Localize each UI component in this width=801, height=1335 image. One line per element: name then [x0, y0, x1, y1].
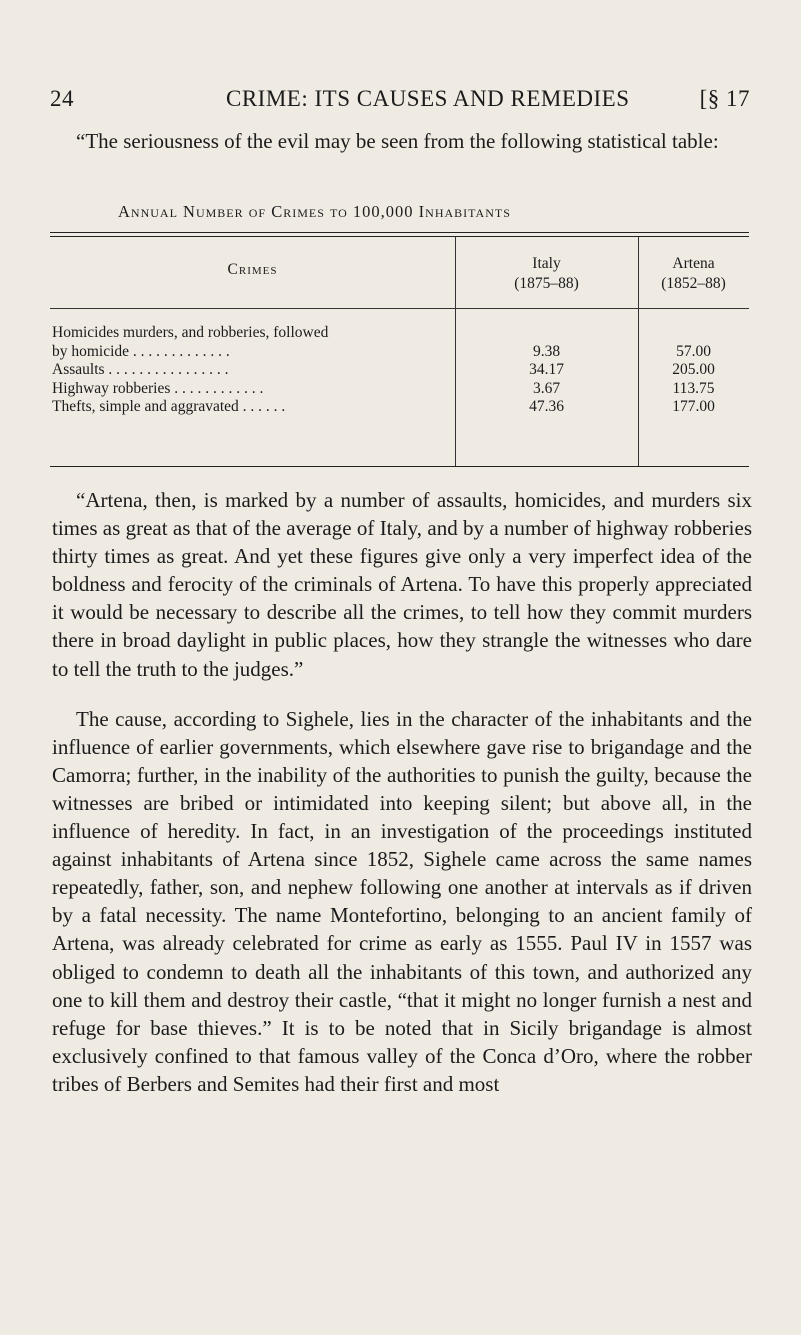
italy-value: 47.36: [529, 398, 564, 415]
table-row: [50, 361, 749, 380]
running-title: CRIME: ITS CAUSES AND REMEDIES: [226, 86, 630, 111]
table-row: [50, 343, 749, 362]
table-body: [50, 324, 749, 417]
section-marker: [§ 17: [699, 86, 750, 111]
artena-value: 57.00: [676, 342, 711, 360]
crime-statistics-table: [50, 232, 749, 468]
artena-value: 177.00: [672, 398, 715, 415]
italy-value: 3.67: [532, 379, 561, 397]
column-header-italy-years: (1875–88): [514, 275, 579, 292]
paragraph-quote: “Artena, then, is marked by a number of assaults, homicides, and murders six times as great as that of the average of Italy, and by a number of highway robberies thirty times as great. And yet these figures give only a very imperfect idea of the boldness and ferocity of the criminals of Artena. To have this properly appreciated it would be necessary to describe all the crimes, to tell how they commit murders there in broad daylight in public places, how they strangle the witnesses who dare to tell the truth to the judges.”: [52, 488, 752, 681]
artena-value: 113.75: [672, 379, 715, 397]
column-header-italy: [455, 254, 638, 294]
table-row: [50, 380, 749, 399]
column-header-artena-name: Artena: [672, 255, 715, 272]
intro-text: “The seriousness of the evil may be seen from the following statistical table:: [76, 129, 719, 153]
table-header-rule: [50, 308, 749, 309]
column-header-crimes: Crimes: [227, 261, 278, 278]
table-caption: Annual Number of Crimes to 100,000 Inhabitants: [118, 202, 511, 221]
table-top-rule-inner: [50, 236, 749, 237]
row-label: by homicide . . . . . . . . . . . . .: [52, 342, 230, 360]
row-label: Highway robberies . . . . . . . . . . . .: [52, 379, 264, 397]
table-bottom-rule: [50, 466, 749, 467]
italy-value: 34.17: [529, 361, 564, 378]
body-text: [52, 486, 752, 1098]
page-number: 24: [50, 86, 74, 111]
running-header: [50, 86, 750, 116]
column-header-italy-name: Italy: [532, 255, 561, 272]
row-label: Assaults . . . . . . . . . . . . . . . .: [52, 361, 229, 378]
paragraph-cause: The cause, according to Sighele, lies in the character of the inhabitants and the influence of earlier governments, which elsewhere gave rise to brigandage and the Camorra; further, in the inability of the authorities to punish the guilty, because the witnesses are bribed or intimidated into keeping silent; but above all, in the influence of heredity. In fact, in an investigation of the proceedings instituted against inhabitants of Artena since 1852, Sighele came across the same names repeatedly, father, son, and nephew following one another at intervals as if driven by a fatal necessity. The name Montefortino, belonging to an ancient family of Artena, was already celebrated for crime as early as 1555. Paul IV in 1557 was obliged to condemn to death all the inhabitants of this town, and authorized any one to kill them and destroy their castle, “that it might no longer furnish a nest and refuge for base thieves.” It is to be noted that in Sicily brigandage is almost exclusively confined to that famous valley of the Conca d’Oro, where the robber tribes of Berbers and Semites had their first and most: [52, 706, 752, 1096]
table-top-rule: [50, 232, 749, 233]
intro-paragraph: [52, 127, 752, 155]
row-label: Thefts, simple and aggravated . . . . . .: [52, 398, 286, 415]
column-header-artena: [638, 254, 749, 294]
italy-value: 9.38: [532, 342, 561, 360]
artena-value: 205.00: [672, 361, 715, 378]
column-header-artena-years: (1852–88): [661, 275, 726, 292]
row-label: Homicides murders, and robberies, followed: [52, 324, 329, 341]
table-row: [50, 398, 749, 417]
table-row: [50, 324, 749, 343]
